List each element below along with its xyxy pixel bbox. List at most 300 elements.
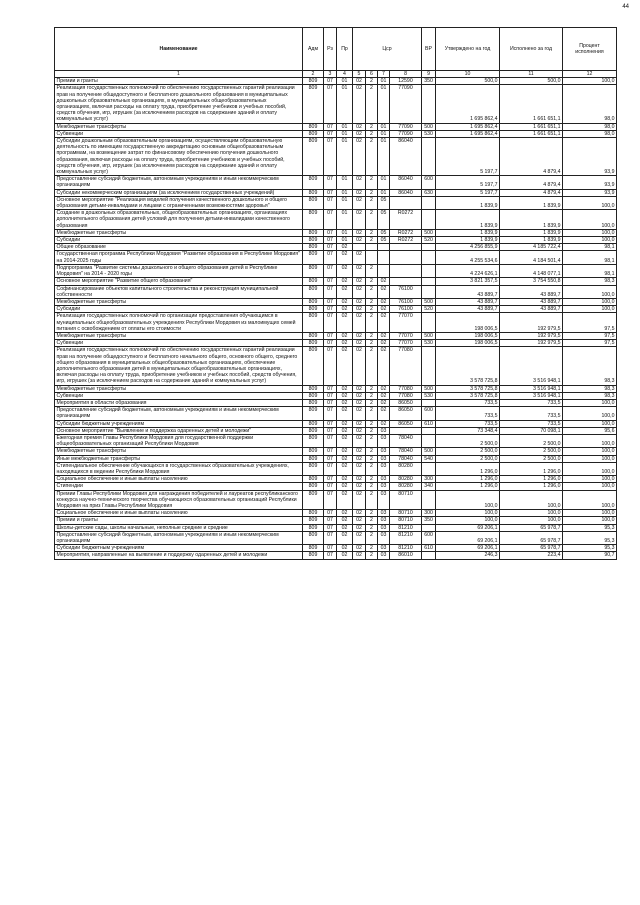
row-csr-cell: 2 (366, 407, 378, 420)
row-csr-cell (353, 244, 366, 251)
row-approved-cell: 69 206,1 (436, 531, 500, 544)
row-csr-cell: 77080 (390, 385, 422, 392)
row-name-cell: Субвенции (55, 392, 303, 399)
row-vr-cell: 500 (422, 448, 436, 455)
row-adm-cell: 809 (303, 407, 324, 420)
row-rz-cell: 07 (324, 176, 337, 189)
row-adm-cell: 809 (303, 123, 324, 130)
row-pr-cell: 02 (337, 385, 353, 392)
row-name-cell: Межбюджетные трансферты (55, 298, 303, 305)
row-approved-cell: 246,3 (436, 552, 500, 559)
row-percent-cell: 98,1 (563, 251, 617, 264)
row-executed-cell: 1 296,0 (500, 476, 563, 483)
row-executed-cell: 1 661 651,1 (500, 130, 563, 137)
header-name: Наименование (55, 28, 303, 71)
row-pr-cell: 01 (337, 229, 353, 236)
row-executed-cell: 4 879,4 (500, 176, 563, 189)
row-percent-cell: 98,1 (563, 244, 617, 251)
row-csr-cell: 02 (353, 552, 366, 559)
row-percent-cell: 100,0 (563, 298, 617, 305)
row-csr-cell: 02 (353, 278, 366, 285)
row-csr-cell: 02 (353, 510, 366, 517)
row-vr-cell: 500 (422, 298, 436, 305)
row-approved-cell: 3 578 725,8 (436, 392, 500, 399)
row-rz-cell: 07 (324, 138, 337, 176)
row-adm-cell: 809 (303, 510, 324, 517)
row-vr-cell: 300 (422, 510, 436, 517)
table-row (55, 130, 617, 137)
row-csr-cell: 2 (366, 123, 378, 130)
row-vr-cell (422, 399, 436, 406)
page-number: 44 (622, 4, 629, 10)
row-adm-cell: 809 (303, 448, 324, 455)
row-adm-cell: 809 (303, 78, 324, 85)
row-rz-cell: 07 (324, 427, 337, 434)
row-percent-cell: 93,9 (563, 138, 617, 176)
row-approved-cell: 4 224 626,1 (436, 264, 500, 277)
row-percent-cell: 97,5 (563, 340, 617, 347)
table-row (55, 340, 617, 347)
row-csr-cell: 80280 (390, 483, 422, 490)
row-rz-cell: 07 (324, 455, 337, 462)
row-approved-cell: 43 889,7 (436, 285, 500, 298)
row-csr-cell: 02 (353, 306, 366, 313)
row-csr-cell: 02 (353, 531, 366, 544)
row-pr-cell: 02 (337, 483, 353, 490)
row-executed-cell: 1 839,9 (500, 196, 563, 209)
row-csr-cell: 12590 (390, 78, 422, 85)
row-approved-cell: 1 296,0 (436, 483, 500, 490)
row-vr-cell (422, 427, 436, 434)
budget-table (54, 27, 617, 560)
row-csr-cell: 77090 (390, 123, 422, 130)
row-csr-cell: 02 (353, 251, 366, 264)
row-csr-cell: 02 (378, 306, 390, 313)
row-adm-cell: 809 (303, 306, 324, 313)
row-name-cell: Премии и гранты (55, 517, 303, 524)
row-csr-cell: 77070 (390, 340, 422, 347)
row-vr-cell (422, 244, 436, 251)
row-csr-cell: 80710 (390, 517, 422, 524)
row-csr-cell: 2 (366, 313, 378, 333)
row-name-cell: Межбюджетные трансферты (55, 448, 303, 455)
row-csr-cell: 02 (378, 407, 390, 420)
table-row (55, 427, 617, 434)
row-csr-cell: 2 (366, 189, 378, 196)
row-csr-cell: 2 (366, 138, 378, 176)
row-approved-cell: 1 695 862,4 (436, 85, 500, 123)
row-name-cell: Государственная программа Республики Мордовия "Развитие образования в Республике Мордовия" на 2014-2025 годы (55, 251, 303, 264)
row-csr-cell (390, 251, 422, 264)
row-executed-cell: 100,0 (500, 517, 563, 524)
index-cell: 12 (563, 71, 617, 78)
table-row (55, 552, 617, 559)
row-csr-cell: 02 (353, 462, 366, 475)
row-percent-cell: 98,3 (563, 392, 617, 399)
row-vr-cell (422, 347, 436, 385)
row-csr-cell (390, 278, 422, 285)
row-adm-cell: 809 (303, 244, 324, 251)
row-adm-cell: 809 (303, 298, 324, 305)
row-pr-cell: 02 (337, 313, 353, 333)
row-csr-cell (390, 427, 422, 434)
row-approved-cell: 3 578 725,8 (436, 385, 500, 392)
row-csr-cell: 80710 (390, 510, 422, 517)
row-csr-cell: 2 (366, 455, 378, 462)
table-row (55, 332, 617, 339)
row-pr-cell: 02 (337, 524, 353, 531)
row-pr-cell: 02 (337, 407, 353, 420)
row-rz-cell: 07 (324, 189, 337, 196)
row-executed-cell: 3 754 550,8 (500, 278, 563, 285)
row-approved-cell: 5 197,7 (436, 138, 500, 176)
row-csr-cell: 03 (378, 552, 390, 559)
row-approved-cell: 3 578 725,8 (436, 347, 500, 385)
row-pr-cell: 02 (337, 285, 353, 298)
row-vr-cell (422, 552, 436, 559)
row-executed-cell: 4 879,4 (500, 189, 563, 196)
row-csr-cell: 77070 (390, 313, 422, 333)
row-csr-cell: 2 (366, 306, 378, 313)
row-executed-cell: 223,4 (500, 552, 563, 559)
row-approved-cell: 733,5 (436, 399, 500, 406)
row-vr-cell: 600 (422, 176, 436, 189)
row-rz-cell: 07 (324, 237, 337, 244)
row-vr-cell: 540 (422, 455, 436, 462)
row-csr-cell: 2 (366, 278, 378, 285)
row-csr-cell: 81210 (390, 524, 422, 531)
row-rz-cell: 07 (324, 510, 337, 517)
row-name-cell: Основное мероприятие "Развитие общего образования" (55, 278, 303, 285)
row-name-cell: Межбюджетные трансферты (55, 385, 303, 392)
table-row (55, 434, 617, 447)
table-row (55, 517, 617, 524)
row-rz-cell: 07 (324, 78, 337, 85)
row-rz-cell: 07 (324, 552, 337, 559)
row-adm-cell: 809 (303, 210, 324, 230)
row-csr-cell: 02 (353, 385, 366, 392)
row-percent-cell: 95,6 (563, 427, 617, 434)
row-percent-cell: 100,0 (563, 476, 617, 483)
row-csr-cell: 05 (378, 196, 390, 209)
row-name-cell: Мероприятия, направленные на выявление и поддержку одаренных детей и молодежи (55, 552, 303, 559)
row-vr-cell: 600 (422, 407, 436, 420)
row-approved-cell: 1 839,9 (436, 196, 500, 209)
row-approved-cell: 100,0 (436, 490, 500, 510)
row-approved-cell: 733,5 (436, 420, 500, 427)
row-approved-cell: 1 695 862,4 (436, 130, 500, 137)
row-approved-cell: 100,0 (436, 517, 500, 524)
row-executed-cell: 1 661 651,1 (500, 123, 563, 130)
row-name-cell: Социальное обеспечение и иные выплаты населению (55, 476, 303, 483)
row-vr-cell (422, 85, 436, 123)
table-body (55, 71, 617, 560)
row-csr-cell: 81210 (390, 545, 422, 552)
table-row (55, 237, 617, 244)
row-name-cell: Субсидии некоммерческим организациям (за исключением государственных учреждений) (55, 189, 303, 196)
row-approved-cell: 198 006,5 (436, 332, 500, 339)
row-approved-cell: 4 255 534,6 (436, 251, 500, 264)
row-executed-cell: 43 889,7 (500, 285, 563, 298)
row-csr-cell: 02 (353, 229, 366, 236)
row-csr-cell: 86040 (390, 138, 422, 176)
row-adm-cell: 809 (303, 138, 324, 176)
row-rz-cell: 07 (324, 347, 337, 385)
row-vr-cell: 300 (422, 476, 436, 483)
row-rz-cell: 07 (324, 407, 337, 420)
row-adm-cell: 809 (303, 524, 324, 531)
row-vr-cell (422, 138, 436, 176)
row-csr-cell: 02 (353, 138, 366, 176)
row-executed-cell: 100,0 (500, 490, 563, 510)
row-rz-cell: 07 (324, 332, 337, 339)
row-percent-cell: 97,5 (563, 313, 617, 333)
row-percent-cell: 95,3 (563, 524, 617, 531)
row-csr-cell: 2 (366, 434, 378, 447)
row-csr-cell: 01 (378, 176, 390, 189)
row-executed-cell: 2 500,0 (500, 455, 563, 462)
row-vr-cell (422, 285, 436, 298)
row-pr-cell: 01 (337, 237, 353, 244)
row-csr-cell: 78040 (390, 434, 422, 447)
row-executed-cell: 2 500,0 (500, 448, 563, 455)
row-csr-cell: 2 (366, 347, 378, 385)
header-rz: Рз (324, 28, 337, 71)
row-rz-cell: 07 (324, 229, 337, 236)
row-name-cell: Создание в дошкольных образовательных, общеобразовательных организациях, организациях дополнительного образования детей условий для получения детьми-инвалидами качественного образования (55, 210, 303, 230)
row-csr-cell: 2 (366, 130, 378, 137)
row-approved-cell: 1 839,9 (436, 237, 500, 244)
row-approved-cell: 1 296,0 (436, 462, 500, 475)
row-csr-cell: 02 (353, 210, 366, 230)
row-executed-cell: 1 839,9 (500, 229, 563, 236)
row-percent-cell: 100,0 (563, 490, 617, 510)
row-vr-cell: 350 (422, 517, 436, 524)
row-percent-cell: 100,0 (563, 407, 617, 420)
row-executed-cell: 4 148 077,1 (500, 264, 563, 277)
row-adm-cell: 809 (303, 85, 324, 123)
row-pr-cell: 02 (337, 420, 353, 427)
row-csr-cell: 2 (366, 545, 378, 552)
row-name-cell: Субсидии дошкольным образовательным организациям, осуществляющим образовательную деятельность по имеющим государственную аккредитацию основным общеобразовательным программам, на возмещение затрат по финансовому обеспечению получения дошкольного образования, включая расходы на оплату труда, приобретение учебников и учебных пособий, средств обучения, игр, игрушек (за исключением расходов на содержание зданий и оплату коммунальных услуг) (55, 138, 303, 176)
row-name-cell: Межбюджетные трансферты (55, 332, 303, 339)
row-percent-cell: 98,3 (563, 278, 617, 285)
row-name-cell: Реализация государственных полномочий по обеспечению государственных гарантий реализации прав на получение общедоступного и бесплатного дошкольного образования в муниципальных дошкольных образовательных организациях, в муниципальных общеобразовательных организациях, включая расходы на оплату труда, приобретение учебников и учебных пособий, средств обучения, игр, игрушек (за исключением расходов на содержание зданий и оплату коммунальных услуг) (55, 85, 303, 123)
row-csr-cell: 02 (353, 130, 366, 137)
table-row (55, 244, 617, 251)
row-vr-cell: 600 (422, 531, 436, 544)
row-csr-cell: 02 (353, 264, 366, 277)
row-pr-cell: 01 (337, 189, 353, 196)
row-csr-cell: 05 (378, 237, 390, 244)
row-pr-cell: 02 (337, 552, 353, 559)
table-row (55, 483, 617, 490)
table-row (55, 455, 617, 462)
header-vr: ВР (422, 28, 436, 71)
table-row (55, 138, 617, 176)
row-adm-cell: 809 (303, 237, 324, 244)
row-adm-cell: 809 (303, 462, 324, 475)
row-csr-cell: 86050 (390, 420, 422, 427)
row-percent-cell: 98,0 (563, 123, 617, 130)
table-row (55, 385, 617, 392)
row-approved-cell: 69 206,1 (436, 524, 500, 531)
row-approved-cell: 500,0 (436, 78, 500, 85)
row-csr-cell: 2 (366, 524, 378, 531)
row-csr-cell: 02 (353, 399, 366, 406)
table-row (55, 313, 617, 333)
table-row (55, 545, 617, 552)
table-row (55, 392, 617, 399)
row-csr-cell: 2 (366, 531, 378, 544)
row-executed-cell: 733,5 (500, 407, 563, 420)
row-executed-cell: 3 516 948,1 (500, 392, 563, 399)
row-adm-cell: 809 (303, 490, 324, 510)
row-csr-cell: 2 (366, 78, 378, 85)
index-cell: 11 (500, 71, 563, 78)
header-csr: Цср (353, 28, 422, 71)
row-csr-cell: 03 (378, 517, 390, 524)
row-csr-cell: 01 (378, 130, 390, 137)
row-adm-cell: 809 (303, 552, 324, 559)
row-pr-cell: 01 (337, 138, 353, 176)
row-name-cell: Субсидии (55, 237, 303, 244)
header-row (55, 28, 617, 71)
header-approved: Утверждено на год (436, 28, 500, 71)
row-adm-cell: 809 (303, 455, 324, 462)
row-rz-cell: 07 (324, 420, 337, 427)
row-csr-cell: 02 (378, 332, 390, 339)
row-csr-cell: 02 (353, 420, 366, 427)
row-csr-cell: 2 (366, 483, 378, 490)
row-csr-cell: 2 (366, 476, 378, 483)
row-adm-cell: 809 (303, 483, 324, 490)
row-adm-cell: 809 (303, 313, 324, 333)
row-rz-cell: 07 (324, 476, 337, 483)
row-csr-cell: 03 (378, 510, 390, 517)
table-row (55, 85, 617, 123)
row-adm-cell: 809 (303, 427, 324, 434)
row-adm-cell: 809 (303, 347, 324, 385)
row-pr-cell: 01 (337, 196, 353, 209)
row-csr-cell (378, 264, 390, 277)
row-csr-cell: 86050 (390, 399, 422, 406)
row-csr-cell: 2 (366, 176, 378, 189)
row-pr-cell: 01 (337, 78, 353, 85)
row-name-cell: Софинансирование объектов капитального строительства и реконструкция муниципальной собственности (55, 285, 303, 298)
row-executed-cell: 2 500,0 (500, 434, 563, 447)
row-csr-cell: 02 (353, 285, 366, 298)
row-csr-cell: 02 (353, 407, 366, 420)
row-adm-cell: 809 (303, 399, 324, 406)
row-vr-cell: 530 (422, 392, 436, 399)
row-rz-cell: 07 (324, 434, 337, 447)
row-csr-cell: 2 (366, 420, 378, 427)
row-name-cell: Субвенции (55, 130, 303, 137)
row-vr-cell (422, 251, 436, 264)
row-executed-cell: 4 879,4 (500, 138, 563, 176)
row-executed-cell: 3 516 948,1 (500, 347, 563, 385)
row-csr-cell: 02 (353, 524, 366, 531)
row-csr-cell: 2 (366, 427, 378, 434)
row-name-cell: Предоставление субсидий бюджетным, автономным учреждениям и иным некоммерческим организациям (55, 531, 303, 544)
row-adm-cell: 809 (303, 476, 324, 483)
row-adm-cell: 809 (303, 176, 324, 189)
row-csr-cell: 02 (353, 196, 366, 209)
row-csr-cell: 2 (366, 399, 378, 406)
row-vr-cell: 610 (422, 420, 436, 427)
row-rz-cell: 07 (324, 244, 337, 251)
table-row (55, 347, 617, 385)
row-csr-cell: 03 (378, 524, 390, 531)
row-approved-cell: 198 006,5 (436, 313, 500, 333)
table-row (55, 490, 617, 510)
row-rz-cell: 07 (324, 448, 337, 455)
row-csr-cell: 02 (353, 476, 366, 483)
row-rz-cell: 07 (324, 196, 337, 209)
row-name-cell: Субсидии бюджетным учреждениям (55, 545, 303, 552)
row-name-cell: Иные межбюджетные трансферты (55, 455, 303, 462)
row-rz-cell: 07 (324, 545, 337, 552)
row-csr-cell: 80710 (390, 490, 422, 510)
row-adm-cell: 809 (303, 531, 324, 544)
table-row (55, 278, 617, 285)
row-vr-cell (422, 434, 436, 447)
row-csr-cell: 03 (378, 427, 390, 434)
row-percent-cell: 98,0 (563, 130, 617, 137)
row-percent-cell: 93,9 (563, 176, 617, 189)
row-csr-cell: 03 (378, 490, 390, 510)
row-name-cell: Стипендиальное обеспечение обучающихся в государственных образовательных учреждениях, находящихся в ведении Республики Мордовия (55, 462, 303, 475)
row-name-cell: Мероприятия в области образования (55, 399, 303, 406)
row-csr-cell: 03 (378, 545, 390, 552)
row-executed-cell: 65 978,7 (500, 531, 563, 544)
row-rz-cell: 07 (324, 285, 337, 298)
row-name-cell: Межбюджетные трансферты (55, 229, 303, 236)
row-name-cell: Премии Главы Республики Мордовия для награждения победителей и лауреатов республиканского конкурса научно-технического творчества обучающихся образовательных организаций Республики Мордовия на приз Главы Республики Мордовия (55, 490, 303, 510)
row-csr-cell: 03 (378, 455, 390, 462)
row-approved-cell: 2 500,0 (436, 448, 500, 455)
row-adm-cell: 809 (303, 285, 324, 298)
row-approved-cell: 1 839,9 (436, 210, 500, 230)
index-cell: 7 (378, 71, 390, 78)
row-csr-cell: 02 (353, 517, 366, 524)
row-pr-cell: 01 (337, 210, 353, 230)
row-csr-cell: 2 (366, 332, 378, 339)
row-percent-cell: 100,0 (563, 237, 617, 244)
row-approved-cell: 73 348,4 (436, 427, 500, 434)
row-approved-cell: 5 197,7 (436, 176, 500, 189)
row-csr-cell: 2 (366, 385, 378, 392)
table-row (55, 123, 617, 130)
header-adm: Адм (303, 28, 324, 71)
row-csr-cell: 02 (378, 347, 390, 385)
table-row (55, 189, 617, 196)
row-vr-cell (422, 462, 436, 475)
row-executed-cell: 192 979,5 (500, 313, 563, 333)
row-csr-cell (390, 264, 422, 277)
header-executed: Исполнено за год (500, 28, 563, 71)
row-csr-cell: 76100 (390, 298, 422, 305)
row-executed-cell: 733,5 (500, 399, 563, 406)
row-approved-cell: 100,0 (436, 510, 500, 517)
row-adm-cell: 809 (303, 251, 324, 264)
row-vr-cell: 520 (422, 237, 436, 244)
row-csr-cell: 76100 (390, 285, 422, 298)
row-approved-cell: 1 839,9 (436, 229, 500, 236)
row-vr-cell: 500 (422, 332, 436, 339)
index-cell: 6 (366, 71, 378, 78)
